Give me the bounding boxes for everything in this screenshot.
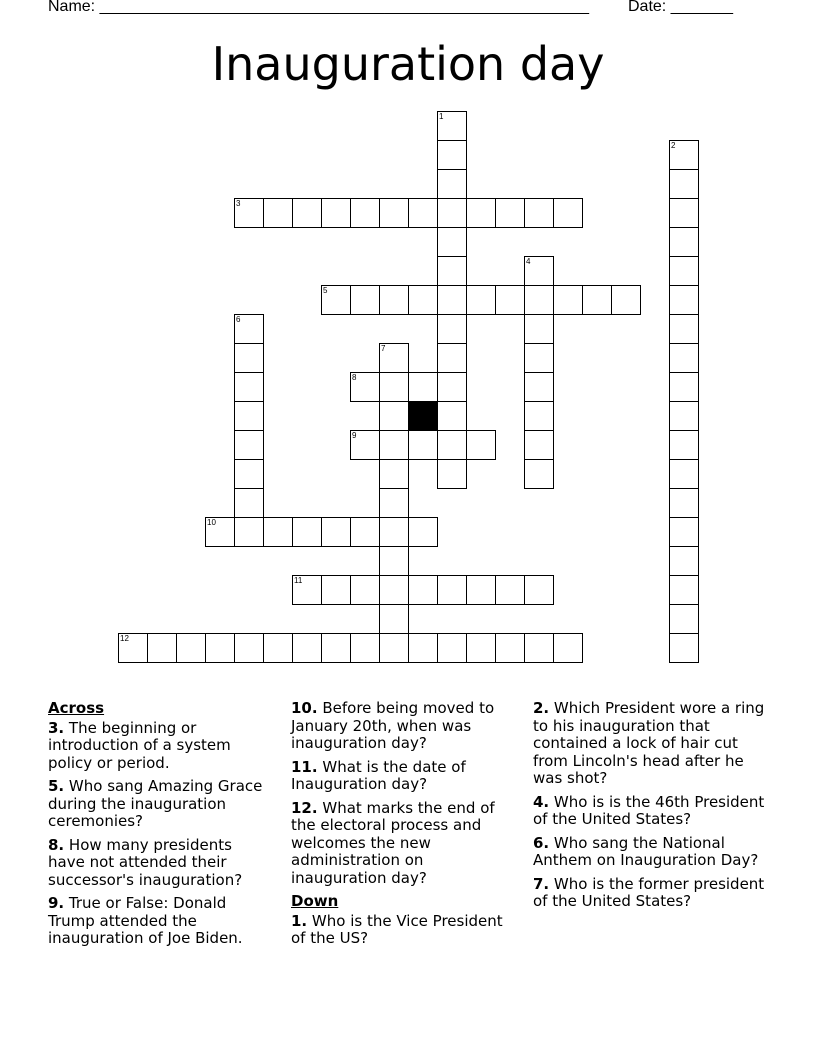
grid-cell[interactable]: [234, 198, 264, 228]
grid-cell[interactable]: [669, 459, 699, 489]
grid-cell[interactable]: [669, 517, 699, 547]
grid-cell[interactable]: [524, 633, 554, 663]
grid-cell[interactable]: [350, 575, 380, 605]
grid-cell[interactable]: [669, 256, 699, 286]
grid-cell[interactable]: [669, 488, 699, 518]
grid-cell[interactable]: [234, 633, 264, 663]
down-clue-6: 6. Who sang the National Anthem on Inauguration Day?: [533, 833, 759, 869]
grid-cell[interactable]: [321, 285, 351, 315]
across-clue-5: 5. Who sang Amazing Grace during the inauguration ceremonies?: [48, 777, 263, 830]
clue-number: 3: [236, 199, 241, 208]
grid-cell[interactable]: [553, 198, 583, 228]
clue-number: 2: [671, 141, 676, 150]
grid-cell[interactable]: [669, 604, 699, 634]
clue-column-1: [48, 700, 273, 954]
grid-cell[interactable]: [379, 488, 409, 518]
grid-cell[interactable]: [582, 285, 612, 315]
grid-cell[interactable]: [466, 633, 496, 663]
across-clue-10: 10. Before being moved to January 20th, when was inauguration day?: [291, 699, 495, 752]
grid-cell[interactable]: [437, 372, 467, 402]
grid-cell[interactable]: [234, 401, 264, 431]
grid-cell[interactable]: [669, 546, 699, 576]
clue-number: 9: [352, 431, 357, 440]
grid-cell[interactable]: [379, 285, 409, 315]
clue-number: 8: [352, 373, 357, 382]
clue-number: 6: [236, 315, 241, 324]
grid-cell[interactable]: [379, 546, 409, 576]
grid-cell[interactable]: [350, 517, 380, 547]
grid-cell[interactable]: [437, 401, 467, 431]
grid-cell[interactable]: [234, 372, 264, 402]
grid-cell[interactable]: [437, 256, 467, 286]
grid-cell[interactable]: [263, 198, 293, 228]
grid-cell[interactable]: [263, 517, 293, 547]
grid-cell[interactable]: [495, 285, 525, 315]
puzzle-title: Inauguration day: [211, 37, 605, 91]
grid-cell[interactable]: [669, 169, 699, 199]
grid-cell[interactable]: [437, 633, 467, 663]
grid-cell[interactable]: [524, 285, 554, 315]
grid-cell[interactable]: [669, 227, 699, 257]
grid-cell[interactable]: [466, 285, 496, 315]
grid-cell[interactable]: [437, 575, 467, 605]
grid-cell[interactable]: [234, 517, 264, 547]
grid-cell[interactable]: [147, 633, 177, 663]
grid-cell[interactable]: [321, 633, 351, 663]
down-clue-2: 2. Which President wore a ring to his inauguration that contained a lock of hair cut from Lincoln's head after he was shot?: [533, 699, 765, 787]
grid-cell[interactable]: [408, 430, 438, 460]
clue-number: 5: [323, 286, 328, 295]
grid-cell[interactable]: [669, 633, 699, 663]
grid-cell[interactable]: [437, 459, 467, 489]
across-clue-3: 3. The beginning or introduction of a system policy or period.: [48, 718, 231, 772]
clue-number: 10: [207, 518, 216, 527]
clue-number: 4: [526, 257, 531, 266]
down-clue-4: 4. Who is is the 46th President of the United States?: [533, 792, 765, 828]
grid-cell[interactable]: [350, 198, 380, 228]
grid-cell[interactable]: [553, 633, 583, 663]
clue-number: 11: [294, 576, 303, 585]
grid-cell[interactable]: [669, 401, 699, 431]
grid-cell[interactable]: [379, 372, 409, 402]
grid-cell[interactable]: [379, 517, 409, 547]
grid-cell[interactable]: [350, 372, 380, 402]
grid-cell[interactable]: [669, 343, 699, 373]
grid-cell[interactable]: [437, 227, 467, 257]
grid-cell[interactable]: [234, 459, 264, 489]
down-clue-7: 7. Who is the former president of the United States?: [533, 874, 765, 910]
grid-cell[interactable]: [495, 575, 525, 605]
grid-cell[interactable]: [379, 401, 409, 431]
grid-cell[interactable]: [669, 198, 699, 228]
grid-cell[interactable]: [466, 198, 496, 228]
grid-cell[interactable]: [437, 430, 467, 460]
grid-cell[interactable]: [234, 488, 264, 518]
grid-cell[interactable]: [379, 459, 409, 489]
grid-cell[interactable]: [379, 575, 409, 605]
grid-cell[interactable]: [350, 633, 380, 663]
grid-cell[interactable]: [553, 285, 583, 315]
across-clue-9: 9. True or False: Donald Trump attended the inauguration of Joe Biden.: [48, 894, 243, 947]
grid-cell[interactable]: [234, 430, 264, 460]
across-clue-11: 11. What is the date of Inauguration day?: [291, 757, 466, 793]
grid-cell[interactable]: [437, 111, 467, 141]
grid-cell[interactable]: [524, 372, 554, 402]
name-field-label: Name: _______________________________________________________: [48, 0, 589, 15]
across-clue-8: 8. How many presidents have not attended their successor's inauguration?: [48, 835, 243, 889]
grid-cell[interactable]: [524, 401, 554, 431]
clue-column-3: [533, 700, 773, 917]
grid-cell[interactable]: [669, 575, 699, 605]
grid-cell[interactable]: [408, 198, 438, 228]
date-field-label: Date: _______: [628, 0, 733, 15]
clue-column-2: [291, 700, 516, 954]
grid-cell[interactable]: [292, 575, 322, 605]
grid-cell[interactable]: [524, 256, 554, 286]
grid-cell[interactable]: [205, 633, 235, 663]
grid-cell[interactable]: [321, 575, 351, 605]
grid-cell[interactable]: [350, 430, 380, 460]
grid-cell[interactable]: [524, 314, 554, 344]
grid-cell[interactable]: [176, 633, 206, 663]
grid-block-cell: [408, 401, 438, 431]
grid-cell[interactable]: [524, 343, 554, 373]
grid-cell[interactable]: [408, 372, 438, 402]
grid-cell[interactable]: [118, 633, 148, 663]
grid-cell[interactable]: [669, 285, 699, 315]
clue-number: 7: [381, 344, 386, 353]
grid-cell[interactable]: [669, 372, 699, 402]
grid-cell[interactable]: [321, 517, 351, 547]
grid-cell[interactable]: [234, 343, 264, 373]
grid-cell[interactable]: [408, 575, 438, 605]
grid-cell[interactable]: [292, 198, 322, 228]
grid-cell[interactable]: [466, 575, 496, 605]
down-heading: Down: [291, 892, 339, 910]
grid-cell[interactable]: [205, 517, 235, 547]
grid-cell[interactable]: [524, 575, 554, 605]
grid-cell[interactable]: [408, 517, 438, 547]
grid-cell[interactable]: [437, 198, 467, 228]
grid-cell[interactable]: [466, 430, 496, 460]
grid-cell[interactable]: [437, 140, 467, 170]
grid-cell[interactable]: [669, 314, 699, 344]
grid-cell[interactable]: [408, 285, 438, 315]
grid-cell[interactable]: [611, 285, 641, 315]
grid-cell[interactable]: [495, 198, 525, 228]
grid-cell[interactable]: [437, 169, 467, 199]
grid-cell[interactable]: [437, 343, 467, 373]
grid-cell[interactable]: [263, 633, 293, 663]
grid-cell[interactable]: [408, 633, 438, 663]
grid-cell[interactable]: [379, 343, 409, 373]
across-heading: Across: [48, 699, 105, 717]
down-clue-1: 1. Who is the Vice President of the US?: [291, 911, 503, 947]
grid-cell[interactable]: [437, 285, 467, 315]
grid-cell[interactable]: [321, 198, 351, 228]
clue-number: 12: [120, 634, 129, 643]
grid-cell[interactable]: [437, 314, 467, 344]
grid-cell[interactable]: [379, 633, 409, 663]
grid-cell[interactable]: [292, 633, 322, 663]
grid-cell[interactable]: [350, 285, 380, 315]
grid-cell[interactable]: [524, 459, 554, 489]
grid-cell[interactable]: [669, 140, 699, 170]
grid-cell[interactable]: [379, 198, 409, 228]
grid-cell[interactable]: [234, 314, 264, 344]
grid-cell[interactable]: [379, 430, 409, 460]
clue-number: 1: [439, 112, 444, 121]
grid-cell[interactable]: [292, 517, 322, 547]
grid-cell[interactable]: [669, 430, 699, 460]
across-clue-12: 12. What marks the end of the electoral process and welcomes the new administration on inauguration day?: [291, 798, 495, 887]
grid-cell[interactable]: [524, 430, 554, 460]
grid-cell[interactable]: [495, 633, 525, 663]
grid-cell[interactable]: [524, 198, 554, 228]
grid-cell[interactable]: [379, 604, 409, 634]
